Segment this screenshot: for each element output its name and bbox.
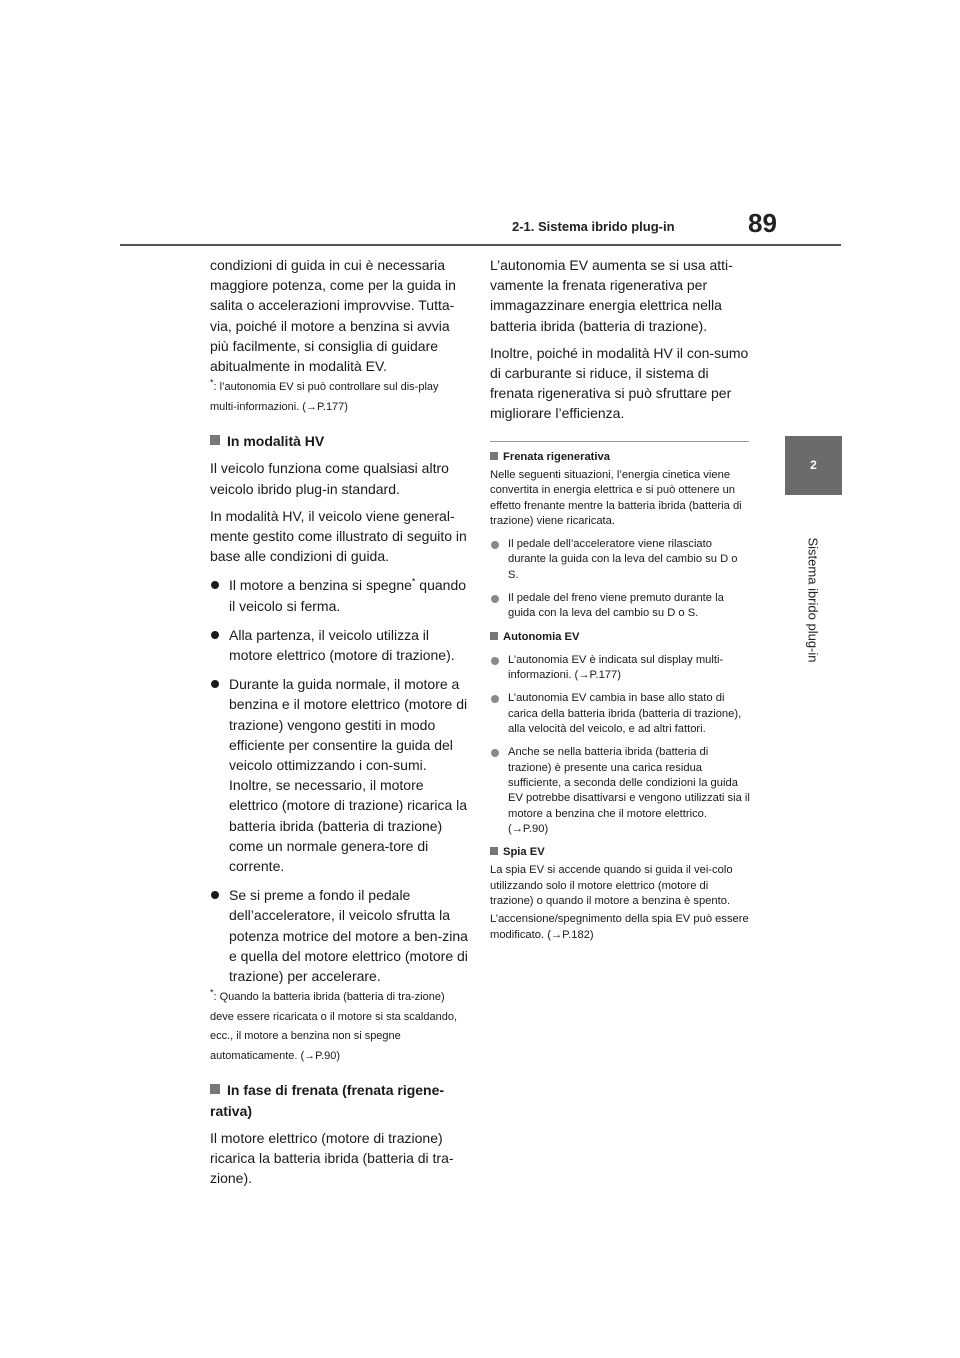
square-bullet-icon (210, 435, 220, 445)
regen-paragraph: Nelle seguenti situazioni, l’energia cinetica viene convertita in energia elettrica e si può ottenere un effetto frenante mentre la batteria ibrida (batteria di trazione) viene ricaricata. (490, 468, 742, 527)
info-rule (490, 441, 749, 442)
footnote-star: * (210, 377, 214, 388)
right-column (490, 255, 750, 943)
ev-range-paragraph: L’autonomia EV aumenta se si usa atti-vamente la frenata rigenerativa per immagazzinare energia elettrica nella batteria ibrida (batteria di trazione). (490, 257, 733, 334)
braking-paragraph: Il motore elettrico (motore di trazione) ricarica la batteria ibrida (batteria di tra-zione). (210, 1129, 454, 1187)
list-item: L’autonomia EV cambia in base allo stato di carica della batteria ibrida (batteria di trazione), alla velocità del veicolo, e ad altri fattori. (490, 691, 750, 737)
chapter-tab-label: Sistema ibrido plug-in (805, 537, 821, 663)
square-bullet-icon (210, 1084, 220, 1094)
list-item: Il motore a benzina si spegne* quando il veicolo si ferma. (210, 575, 468, 615)
list-item: Durante la guida normale, il motore a benzina e il motore elettrico (motore di trazione) vengono gestiti in modo efficiente per consentire la guida del veicolo ottimizzando i con-sumi. Inoltre, se necessario, il motore elettrico (motore di trazione) ricarica la batteria ibrida (batteria di trazione) come un normale genera-tore di corrente. (210, 674, 468, 876)
page-number: 89 (748, 208, 777, 238)
spia-heading: Spia EV (490, 845, 750, 860)
spia-paragraph-2: L’accensione/spegnimento della spia EV può essere modificato. (→P.182) (490, 913, 749, 941)
spia-paragraph-1: La spia EV si accende quando si guida il vei-colo utilizzando solo il motore elettrico (motore di trazione) o quando il motore a benzina è spento. (490, 864, 733, 908)
list-item: Alla partenza, il veicolo utilizza il motore elettrico (motore di trazione). (210, 625, 468, 665)
square-bullet-icon (490, 632, 498, 640)
hv-heading: In modalità HV (210, 431, 468, 451)
info-box (490, 450, 750, 943)
square-bullet-icon (490, 847, 498, 855)
list-item: Il pedale del freno viene premuto durante la guida con la leva del cambio su D o S. (490, 591, 750, 622)
list-item: Il pedale dell’acceleratore viene rilasciato durante la guida con la leva del cambio su D o S. (490, 537, 750, 583)
chapter-tab: 2 (785, 436, 842, 495)
range-heading: Autonomia EV (490, 630, 750, 645)
footnote-star: * (210, 987, 214, 998)
square-bullet-icon (490, 452, 498, 460)
footnote-autonomy (210, 378, 468, 417)
hv-paragraph-1: Il veicolo funziona come qualsiasi altro veicolo ibrido plug-in standard. (210, 460, 449, 497)
section-title: 2-1. Sistema ibrido plug-in (512, 219, 675, 234)
hv-efficiency-paragraph: Inoltre, poiché in modalità HV il con-sumo di carburante si riduce, il sistema di frenata rigenerativa si può sfruttare per migliorare l’efficienza. (490, 344, 749, 422)
footnote-engine (210, 988, 468, 1066)
intro-paragraph: condizioni di guida in cui è necessaria maggiore potenza, come per la guida in salita o accelerazioni improvvise. Tutta-via, poiché il motore a benzina si avvia più facilmente, si consiglia di guidare abitualmente in modalità EV. (210, 257, 456, 375)
hv-paragraph-2: In modalità HV, il veicolo viene general-mente gestito come illustrato di seguito in base alle condizioni di guida. (210, 507, 467, 565)
footnote-text: : Quando la batteria ibrida (batteria di tra-zione) deve essere ricaricata o il motore si sta scaldando, ecc., il motore a benzina non si spegne automaticamente. (→P.90) (210, 991, 458, 1062)
braking-heading: In fase di frenata (frenata rigene-rativa) (210, 1082, 445, 1119)
list-item: Se si preme a fondo il pedale dell’acceleratore, il veicolo sfrutta la potenza motrice del motore a ben-zina e quella del motore elettrico (motore di trazione) per accelerare. (210, 885, 468, 986)
left-column (210, 255, 468, 1188)
regen-heading: Frenata rigenerativa (490, 450, 750, 465)
list-item: Anche se nella batteria ibrida (batteria di trazione) è presente una carica residua sufficiente, a seconda delle condizioni la guida EV potrebbe disattivarsi e vengono utilizzati sia il motore a benzina che il motore elettrico. (→P.90) (490, 745, 750, 837)
footnote-text: : l’autonomia EV si può controllare sul dis-play multi-informazioni. (→P.177) (210, 381, 439, 413)
list-item: L’autonomia EV è indicata sul display multi-informazioni. (→P.177) (490, 653, 750, 684)
header-rule (120, 244, 841, 246)
